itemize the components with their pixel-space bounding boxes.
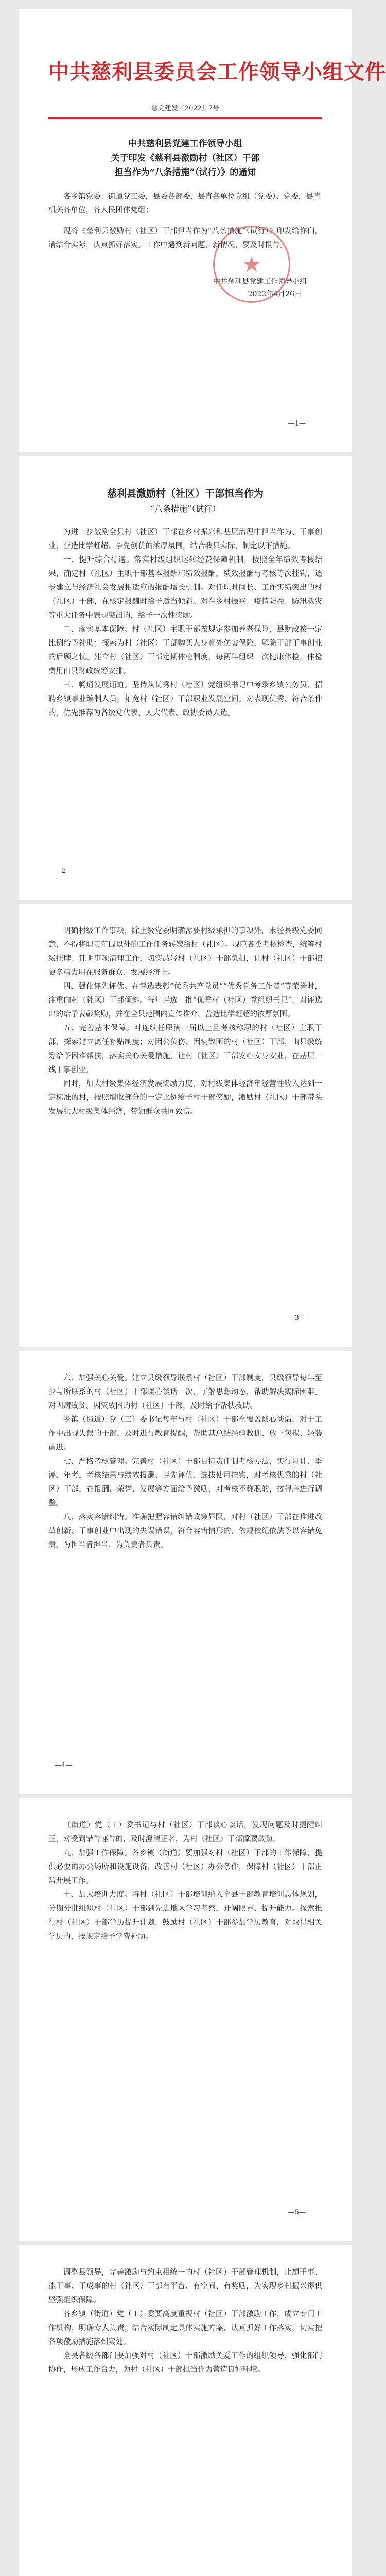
seal-star-icon: ★	[242, 251, 261, 277]
paragraph: 六、加强关心关爱。建立县级领导联系村（社区）干部制度，县级领导每年至少与所联系的村（社区）干部谈心谈话一次，了解思想动态，帮助解决实际困难。对因病致贫、因灾致困的村（社区）干部，及时给予帮扶救助。	[48, 1374, 322, 1410]
paragraph: 乡镇（街道）党（工）委书记每年与村（社区）干部全覆盖谈心谈话，对于工作中出现失误的干部，及时进行教育提醒，帮助其总结经验教训、放下包袱、轻装前进。	[48, 1416, 322, 1452]
paragraph: 各乡镇（街道）党（工）委要高度重视村（社区）干部激励工作，成立专门工作机构，明确专人负责，结合实际制定具体实施方案，认真抓好工作落实，切实把各项激励措施落到实处。	[48, 2310, 322, 2346]
paragraph: 四、强化评先评优。在评选表彰“优秀共产党员”“优秀党务工作者”等荣誉时，注重向村（社区）干部倾斜。每年评选一批“优秀村（社区）党组织书记”，对评选出的给予表彰奖励，并在全县范围内宣传推介，营造比学赶超的浓厚氛围。	[48, 982, 322, 1019]
paragraph: 全县各级各部门要加强对村（社区）干部激励关爱工作的组织领导，强化部门协作，形成工作合力，为村（社区）干部担当作为营造良好环境。	[48, 2352, 322, 2374]
page-6	[19, 2245, 352, 2576]
paragraph: 明确村级工作事项，除上级党委明确需要村级承担的事项外，未经县级党委同意，不得将职责范围以外的工作任务转嫁给村（社区）。规范各类考核检查，统筹村级挂牌、证明事项清理工作，切实减轻村（社区）干部负担，让村（社区）干部把更多精力用在服务群众、发展经济上。	[48, 927, 322, 977]
document-header-title: 中共慈利县委员会工作领导小组文件	[48, 60, 386, 84]
paragraph: 七、严格考核管理。完善村（社区）干部目标责任制考核办法，实行月计、季评、年考，考核结果与绩效报酬、评先评优、选拔使用挂钩，对考核优秀的村（社区）干部，在报酬、荣誉、发展等方面给予激励，对考核不称职的，按程序进行调整。	[48, 1458, 322, 1507]
page-number: —5—	[288, 2209, 306, 2216]
signer: 中共慈利县党建工作领导小组	[213, 277, 307, 286]
paragraph: 十、加大培训力度。将村（社区）干部培训纳入全县干部教育培训总体规划，分期分批组织村（社区）干部到先进地区学习考察，开阔眼界、提升能力。探索推行村（社区）干部学历提升计划，鼓励村（社区）干部参加学历教育，对取得相关学历的，按规定给予学费补助。	[48, 1891, 322, 1941]
page-number: —1—	[288, 420, 306, 428]
page-number: —3—	[288, 1314, 306, 1322]
notice-title-line-1: 中共慈利县党建工作领导小组	[128, 139, 242, 149]
official-seal-icon	[213, 226, 290, 303]
page-5	[19, 1798, 352, 2241]
notice-title-line-3: 担当作为“八条措施”（试行）》的通知	[114, 167, 256, 178]
page-1	[19, 9, 386, 452]
paragraph: 五、完善基本保障。对连续任职满一届以上且考核称职的村（社区）主职干部，探索建立离任补贴制度；对因公负伤、因病致困的村（社区）干部，由县级统筹给予困难帮扶，落实关心关爱措施，让村（社区）干部安心安身安业，在基层一线干事创业。	[48, 1024, 322, 1074]
sign-date: 2022年4月26日	[248, 290, 302, 298]
policy-subtitle: “八条措施”（试行）	[150, 504, 221, 514]
policy-title: 慈利县激励村（社区）干部担当作为	[107, 488, 264, 499]
page-3	[19, 904, 352, 1347]
addressee: 各乡镇党委、街道党工委，县委各部委，县直各单位党组（党委）、党委，县直机关各单位，各人民团体党组：	[48, 193, 321, 214]
paragraph: 一、提升综合待遇。落实村级组织运转经费保障机制，按照全年绩效考核结果，确定村（社区）主职干部基本报酬和绩效报酬，绩效报酬与考核等次挂钩，逐步建立与经济社会发展相适应的报酬增长机制。对任职时间长、工作实绩突出的村（社区）干部，在核定报酬时给予适当倾斜。对在乡村振兴、疫情防控、防汛救灾等重大任务中表现突出的，给予一次性奖励。	[48, 556, 322, 620]
page-2	[19, 456, 352, 900]
notice-title	[48, 137, 322, 180]
paragraph: 同时，加大村级集体经济发展奖励力度，对村级集体经济年经营性收入达到一定标准的村，按照增收部分的一定比例给予村干部奖励，激励村（社区）干部带头发展壮大村级集体经济，带领群众共同致富。	[48, 1080, 322, 1116]
paragraph: 二、落实基本保障。村（社区）主职干部按规定参加养老保险，县财政按一定比例给予补助；探索为村（社区）干部购买人身意外伤害保险，解除干部干事创业的后顾之忧。建立村（社区）干部定期体检制度，每两年组织一次健康体检，体检费用由县财政统筹安排。	[48, 625, 322, 675]
paragraph: 八、落实容错纠错。准确把握容错纠错政策界限，对村（社区）干部在推进改革创新、干事创业中出现的失误错误，符合容错情形的，依规依纪依法予以容错免责，为担当者担当、为负责者负责。	[48, 1513, 322, 1549]
notice-body: 现将《慈利县激励村（社区）干部担当作为“八条措施”（试行）》印发给你们，请结合实际，认真抓好落实。工作中遇到新问题、新情况，要及时报告。	[48, 227, 322, 249]
paragraph: 为进一步激励全县村（社区）干部在乡村振兴和基层治理中担当作为、干事创业，营造比学赶超、争先创优的浓厚氛围，结合我县实际，制定以下措施。	[48, 528, 322, 550]
paragraph: 九、加强工作保障。各乡镇（街道）要加强对村（社区）干部的工作保障，提供必要的办公场所和设施设备，改善村（社区）办公条件，保障村（社区）干部正常开展工作。	[48, 1849, 322, 1885]
document-number: 慈党建发〔2022〕7号	[151, 105, 220, 112]
page-number: —4—	[55, 1761, 73, 1769]
page-number: —2—	[55, 867, 73, 875]
paragraph: （街道）党（工）委书记与村（社区）干部谈心谈话，发现问题及时提醒纠正，对受到错告诬告的，及时澄清正名，为村（社区）干部撑腰鼓劲。	[48, 1821, 322, 1843]
notice-title-line-2: 关于印发《慈利县激励村（社区）干部	[111, 153, 260, 163]
paragraph: 三、畅通发展通道。坚持从优秀村（社区）党组织书记中考录乡镇公务员、招聘乡镇事业编制人员，拓宽村（社区）干部职业发展空间。对表现优秀、符合条件的，优先推荐为各级党代表、人大代表、政协委员人选。	[48, 681, 322, 717]
red-divider	[48, 117, 322, 119]
paragraph: 调整县领导，完善激励与约束相统一的村（社区）干部管理机制，让想干事、能干事、干成事的村（社区）干部有平台、有空间、有奖励，为实现乡村振兴提供坚强组织保障。	[48, 2268, 322, 2304]
page-4	[19, 1351, 352, 1794]
